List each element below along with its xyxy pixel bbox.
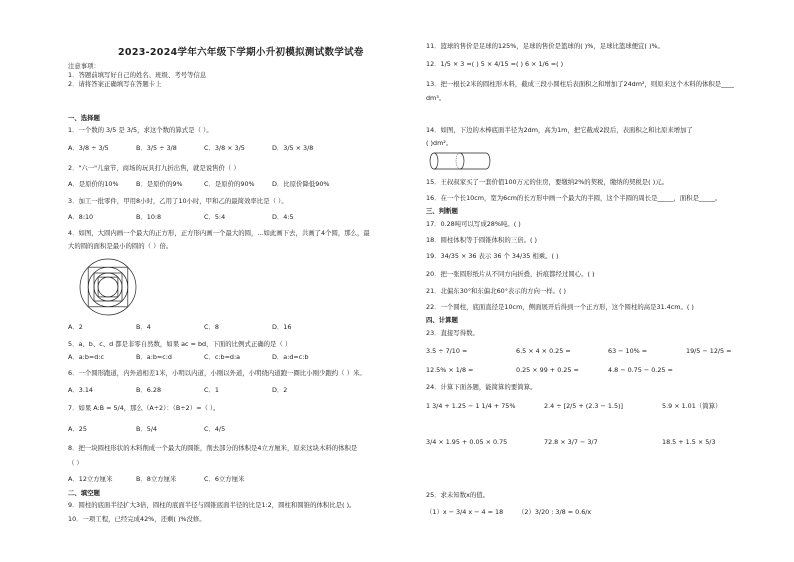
option: A．是原价的10% <box>68 180 119 188</box>
option: D．比原价降低90% <box>272 180 330 188</box>
page-title: 2023-2024学年六年级下学期小升初模拟测试数学试卷 <box>118 47 364 58</box>
question-9: 9．圆柱的底面半径扩大3倍，圆柱的底面半径与圆锥底面半径的比是1:2，圆柱和圆锥的体积比是( )。 <box>68 501 356 509</box>
calc-item: 2.4 ÷ [2/5 + (2.3 − 1.5)] <box>544 402 623 410</box>
calc-row-1 <box>426 347 786 356</box>
calc-item: 1 3/4 + 1.25 − 1 1/4 + 75% <box>426 402 516 410</box>
option: A．12立方厘米 <box>68 475 113 483</box>
question-14: 14．如图，下边的木棒底面半径为2dm，高为1m，把它截成2段后，表面积之和比原来增加了 <box>426 126 693 134</box>
notes-heading: 注意事项： <box>68 62 100 70</box>
question-6: 6．一个圆形跑道，内外道相差1米，小明以内道，小刚以外道，小明绕内道跑一圈比小刚少跑约（ ）米。 <box>68 369 366 377</box>
section-heading: 一、选择题 <box>68 114 100 122</box>
calc-item: 4.8 − 0.75 − 0.25 = <box>608 366 673 374</box>
nested-circles-figure <box>78 257 138 317</box>
option: B．是原价的9% <box>136 180 183 188</box>
options-2 <box>68 180 408 189</box>
option: D．3/5 × 3/8 <box>272 144 314 152</box>
option: B．10:8 <box>136 213 162 221</box>
option: B．4 <box>136 323 151 331</box>
question-8: 8．把一块圆柱形状的木料削成一个最大的圆锥，削去部分的体积是4立方厘米，原来这块木料的体积是 <box>68 444 358 452</box>
question-3: 3．加工一批零件，甲用8小时，乙用了10小时，甲和乙的最简效率比是（ ）。 <box>68 197 288 205</box>
calc-item: （2）3/20 : 3/8 = 0.6/x <box>518 508 592 516</box>
calc-item: 18.5 + 1.5 × 5/3 <box>662 438 716 446</box>
question-20: 20．把一张圆形纸片从不同方向折叠，折痕都经过圆心。( ) <box>426 270 595 278</box>
question-4-cont: 大的圆的面积是最小的圆的（ ）倍。 <box>68 242 173 250</box>
option: B．6.28 <box>136 386 162 394</box>
question-8-cont: （ ） <box>68 459 83 467</box>
question-15: 15．王叔叔家买了一套价值100万元的住房，要缴纳2%的契税，缴纳的契税是( )元。 <box>426 178 668 186</box>
option: C．8 <box>204 323 219 331</box>
option: D．a:d=c:b <box>272 353 309 361</box>
question-11: 11．篮球的售价是足球的125%，足球的售价是篮球的( )%，足球比篮球便宜( )%。 <box>426 42 664 50</box>
section-heading: 二、填空题 <box>68 489 100 497</box>
options-7 <box>68 425 408 434</box>
option: A．3/8 ÷ 3/5 <box>68 144 109 152</box>
calc-item: 0.25 × 99 + 0.25 = <box>516 366 579 374</box>
option: C．c:b=d:a <box>204 353 241 361</box>
options-4 <box>68 323 408 332</box>
option: D．2 <box>272 386 288 394</box>
option: A．2 <box>68 323 83 331</box>
option: C．1 <box>204 386 219 394</box>
question-4: 4．如图，大圆内画一个最大的正方形，正方形内画一个最大的圆，...如此画下去，共画了4个圆，那么，最 <box>68 229 370 237</box>
option: B．3/5 ÷ 3/8 <box>136 144 177 152</box>
option: B．a:b=c:d <box>136 353 172 361</box>
options-5 <box>68 353 408 362</box>
question-1: 1．一个数的 3/5 是 3/5，求这个数的算式是（ ）。 <box>68 126 213 134</box>
question-5: 5．a、b、c、d 都是非零自然数，如果 ac = bd，下面的比例式正确的是（ ） <box>68 340 292 348</box>
question-14-cont: ( )dm²。 <box>426 139 453 147</box>
option: C．6立方厘米 <box>204 475 245 483</box>
option: A．a:b=d:c <box>68 353 104 361</box>
calc-item: 63 − 10% = <box>608 347 648 355</box>
calc-row-2 <box>426 366 786 375</box>
option: D．4:5 <box>272 213 294 221</box>
question-25: 25．求未知数x的值。 <box>426 491 490 499</box>
option: B．5/4 <box>136 425 158 433</box>
calc-item: 72.8 × 3/7 − 3/7 <box>544 438 598 446</box>
section-heading: 四、计算题 <box>426 316 458 324</box>
question-17: 17．0.28吨可以写成28%吨。( ) <box>426 220 521 228</box>
calc-item: 3/4 × 1.95 + 0.05 × 0.75 <box>426 438 508 446</box>
question-23: 23．直接写得数。 <box>426 329 479 337</box>
question-7: 7．如果 A:B = 5/4，那么（A÷2）：（B÷2）=（ ）。 <box>68 404 220 412</box>
question-16: 16．在一个长10cm，宽为6cm的长方形中画一个最大的半圆，这个半圆的周长是_____，面积是_____。 <box>426 194 722 202</box>
option: A．3.14 <box>68 386 93 394</box>
option: B．8立方厘米 <box>136 475 177 483</box>
option: C．是原价的90% <box>204 180 255 188</box>
question-10: 10．一项工程，已经完成42%，还剩( )%没修。 <box>68 515 206 523</box>
question-19: 19．34/35 × 36 表示 36 个 34/35 相乘。( ) <box>426 252 559 260</box>
note-item: 2．请将答案正确填写在答题卡上 <box>68 80 162 88</box>
calc-item: 19/5 − 12/5 = <box>686 347 732 355</box>
option: C．5:4 <box>204 213 226 221</box>
question-12: 12．1/5 × 3 =( ) 5 × 4/15 =( ) 6 × 1/6 =( ) <box>426 60 564 68</box>
question-22: 22．一个圆柱，底面直径是10cm，侧面展开后得到一个正方形，这个圆柱的高是31.4cm。( ) <box>426 303 694 311</box>
calc-item: 6.5 × 4 × 0.25 = <box>516 347 571 355</box>
option: D．16 <box>272 323 292 331</box>
option: A．8:10 <box>68 213 94 221</box>
option: C．4/5 <box>204 425 226 433</box>
cylinder-log-figure <box>428 151 492 171</box>
options-6 <box>68 386 408 395</box>
question-13: 13．把一根长2米的圆柱形木料，截成三段小圆柱后表面积之和增加了24dm²，则原来这个木料的体积是____ <box>426 80 734 88</box>
question-18: 18．圆柱体积等于圆锥体积的三倍。( ) <box>426 236 538 244</box>
option: C．3/8 × 3/5 <box>204 144 245 152</box>
calc-item: （1）x − 3/4 x − 4 = 18 <box>426 508 504 516</box>
options-3 <box>68 213 408 222</box>
note-item: 1．答题前填写好自己的姓名、班级、考号等信息 <box>68 71 207 79</box>
option: A．25 <box>68 425 87 433</box>
question-24: 24．计算下面各题，能简算的要简算。 <box>426 383 537 391</box>
calc-item: 5.9 × 1.01（简算） <box>662 402 722 410</box>
question-21: 21．北偏东30°和东偏北60°表示的方向一样。( ) <box>426 287 567 295</box>
section-heading: 三、判断题 <box>426 207 458 215</box>
question-2: 2．"六一"儿童节，商场的玩具打九折出售，就是说售价（ ） <box>68 164 240 172</box>
question-13-cont: dm³。 <box>426 94 446 102</box>
calc-row-4 <box>426 438 786 447</box>
calc-row-3 <box>426 402 786 411</box>
calc-row-5 <box>426 508 626 517</box>
calc-item: 12.5% × 1/8 = <box>426 366 474 374</box>
options-8 <box>68 475 408 484</box>
options-1 <box>68 144 408 153</box>
calc-item: 3.5 ÷ 7/10 = <box>426 347 468 355</box>
